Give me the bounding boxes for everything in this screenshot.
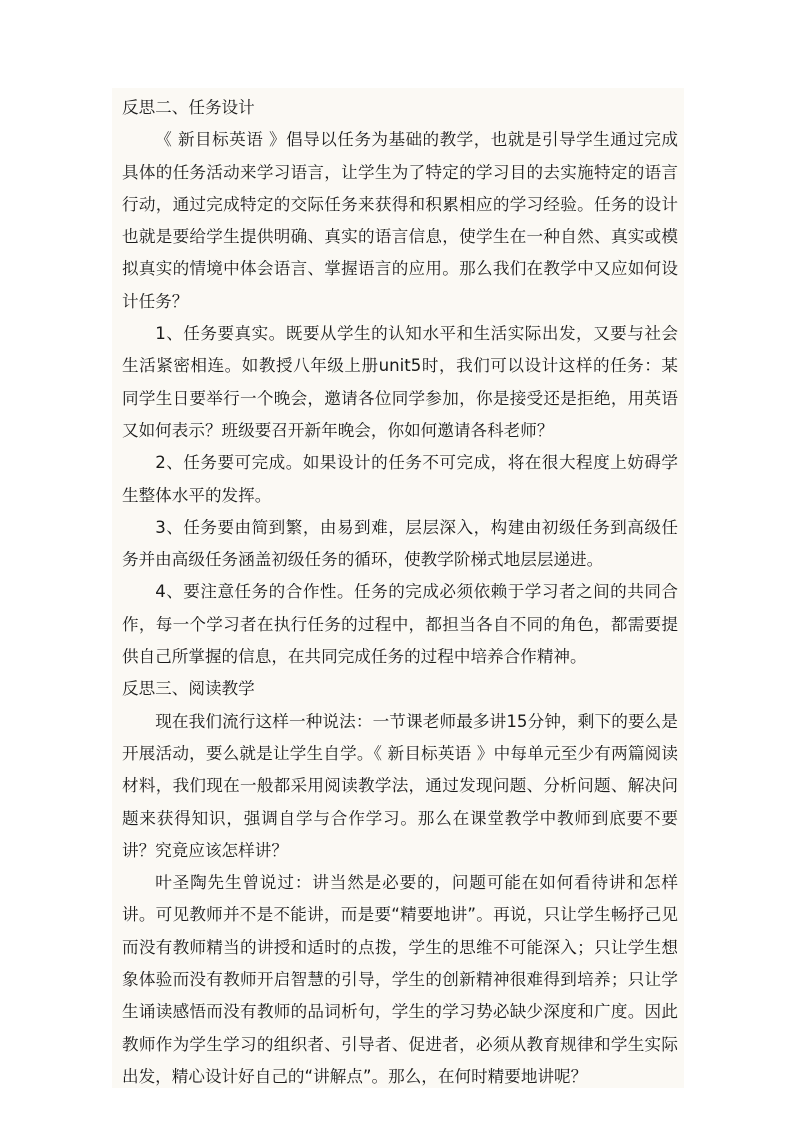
paragraph-task-intro: 《 新目标英语 》倡导以任务为基础的教学，也就是引导学生通过完成具体的任务活动来学习语言，让学生为了特定的学习目的去实施特定的语言行动，通过完成特定的交际任务来获得和积累相应的学习经验。任务的设计也就是要给学生提供明确、真实的语言信息，使学生在一种自然、真实或模拟真实的情境中体会语言、掌握语言的应用。那么我们在教学中又应如何设计任务？	[122, 130, 678, 311]
paragraph-task-point-2: 2、任务要可完成。如果设计的任务不可完成，将在很大程度上妨碍学生整体水平的发挥。	[122, 453, 678, 505]
paragraph-task-point-3: 3、任务要由简到繁，由易到难，层层深入，构建由初级任务到高级任务并由高级任务涵盖初级任务的循环，使教学阶梯式地层层递进。	[122, 517, 678, 570]
section-heading-task-design: 反思二、任务设计	[122, 98, 255, 117]
paragraph-reading-quote: 叶圣陶先生曾说过：讲当然是必要的，问题可能在如何看待讲和怎样讲。可见教师并不是不能讲，而是要“精要地讲”。再说，只让学生畅抒己见而没有教师精当的讲授和适时的点拨，学生的思维不可能深入；只让学生想象体验而没有教师开启智慧的引导，学生的创新精神很难得到培养；只让学生诵读感悟而没有教师的品词析句，学生的学习势必缺少深度和广度。因此教师作为学生学习的组织者、引导者、促进者，必须从教育规律和学生实际出发，精心设计好自己的“讲解点”。那么，在何时精要地讲呢？	[122, 873, 678, 1086]
paragraph-task-point-4: 4、要注意任务的合作性。任务的完成必须依赖于学习者之间的共同合作，每一个学习者在执行任务的过程中，都担当各自不同的角色，都需要提供自己所掌握的信息，在共同完成任务的过程中培养合作精神。	[122, 582, 678, 667]
section-heading-reading-teaching: 反思三、阅读教学	[122, 679, 255, 699]
paragraph-task-point-1: 1、任务要真实。既要从学生的认知水平和生活实际出发，又要与社会生活紧密相连。如教授八年级上册unit5时，我们可以设计这样的任务：某同学生日要举行一个晚会，邀请各位同学参加，你是接受还是拒绝，用英语又如何表示？班级要召开新年晚会，你如何邀请各科老师？	[122, 324, 678, 440]
paragraph-reading-intro: 现在我们流行这样一种说法：一节课老师最多讲15分钟，剩下的要么是开展活动，要么就是让学生自学。《 新目标英语 》中每单元至少有两篇阅读材料，我们现在一般都采用阅读教学法，通过发现问题、分析问题、解决问题来获得知识，强调自学与合作学习。那么在课堂教学中教师到底要不要讲？究竟应该怎样讲？	[122, 711, 678, 860]
document-body	[122, 92, 678, 1093]
